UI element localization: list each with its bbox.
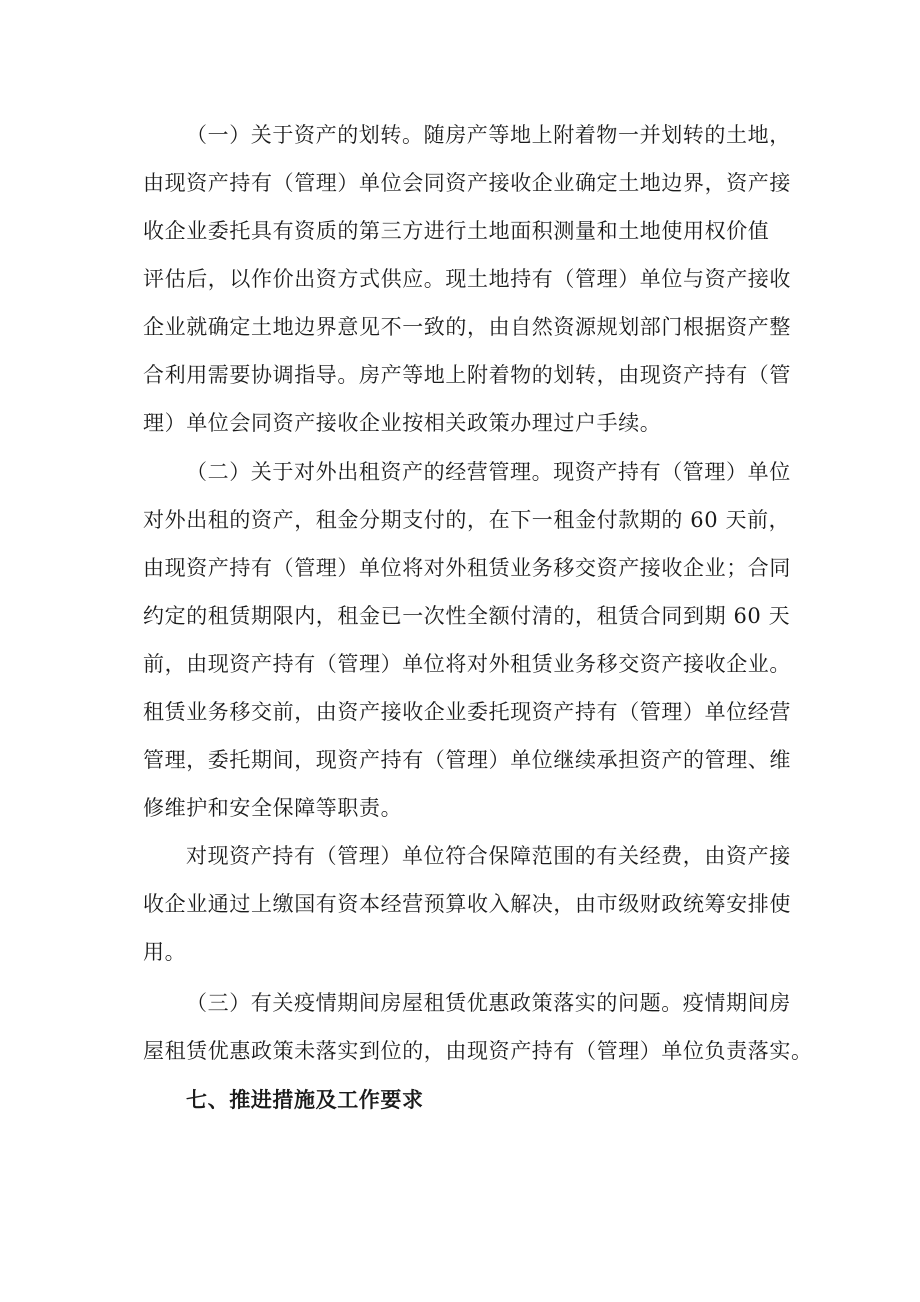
paragraph-line: 管理，委托期间，现资产持有（管理）单位继续承担资产的管理、维 (143, 748, 791, 772)
paragraph-line: 对现资产持有（管理）单位符合保障范围的有关经费，由资产接 (186, 844, 791, 868)
paragraph-line: 前，由现资产持有（管理）单位将对外租赁业务移交资产接收企业。 (143, 652, 791, 676)
section-heading: 七、推进措施及工作要求 (186, 1088, 424, 1112)
paragraph-line: 由现资产持有（管理）单位会同资产接收企业确定土地边界，资产接 (143, 171, 791, 195)
paragraph-line: 企业就确定土地边界意见不一致的，由自然资源规划部门根据资产整 (143, 315, 791, 339)
paragraph-line: （三）有关疫情期间房屋租赁优惠政策落实的问题。疫情期间房 (186, 991, 791, 1015)
paragraph-line: 收企业通过上缴国有资本经营预算收入解决，由市级财政统筹安排使 (143, 892, 791, 916)
paragraph-line: 理）单位会同资产接收企业按相关政策办理过户手续。 (143, 411, 662, 435)
paragraph-line: 由现资产持有（管理）单位将对外租赁业务移交资产接收企业；合同 (143, 556, 791, 580)
paragraph-line: 合利用需要协调指导。房产等地上附着物的划转，由现资产持有（管 (143, 363, 791, 387)
paragraph-line: 评估后，以作价出资方式供应。现土地持有（管理）单位与资产接收 (143, 267, 791, 291)
paragraph-line: 租赁业务移交前，由资产接收企业委托现资产持有（管理）单位经营 (143, 700, 791, 724)
paragraph-line: 约定的租赁期限内，租金已一次性全额付清的，租赁合同到期 60 天 (143, 604, 791, 628)
paragraph-line: （一）关于资产的划转。随房产等地上附着物一并划转的土地， (186, 123, 791, 147)
paragraph-line: 对外出租的资产，租金分期支付的，在下一租金付款期的 60 天前， (143, 508, 791, 532)
paragraph-line: 修维护和安全保障等职责。 (143, 796, 403, 820)
paragraph-line: （二）关于对外出租资产的经营管理。现资产持有（管理）单位 (186, 460, 791, 484)
paragraph-line: 用。 (143, 940, 187, 964)
paragraph-line: 屋租赁优惠政策未落实到位的，由现资产持有（管理）单位负责落实。 (143, 1039, 813, 1063)
paragraph-line: 收企业委托具有资质的第三方进行土地面积测量和土地使用权价值 (143, 219, 770, 243)
